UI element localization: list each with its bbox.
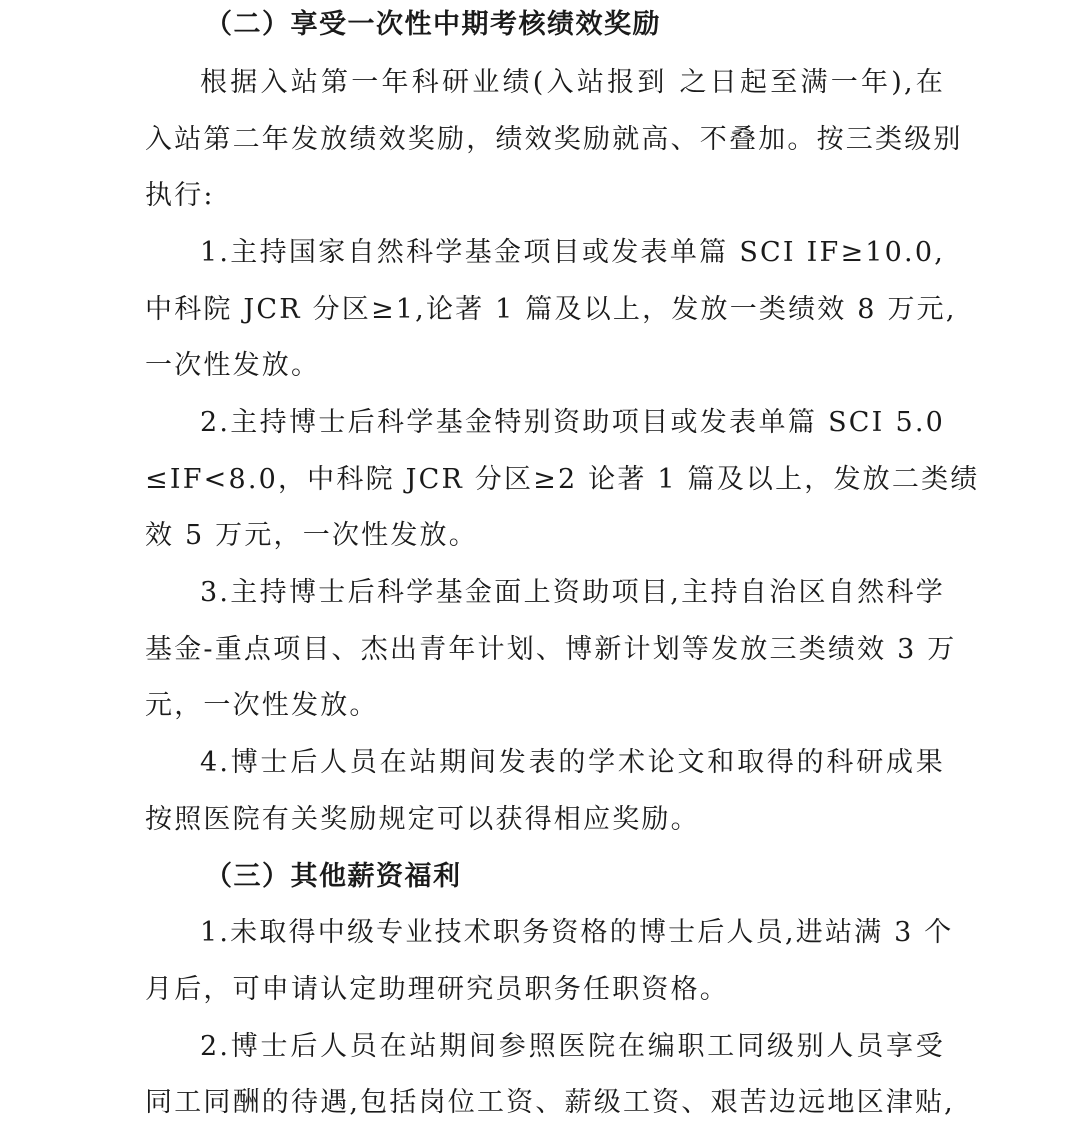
section-2-intro-line-3: 执行:: [145, 180, 215, 211]
section-3-item-1-line-1: 1.未取得中级专业技术职务资格的博士后人员,进站满 3 个: [200, 917, 954, 948]
item-2-line-2: ≤IF<8.0，中科院 JCR 分区≥2 论著 1 篇及以上，发放二类绩: [145, 464, 980, 495]
section-2-intro-line-1: 根据入站第一年科研业绩(入站报到 之日起至满一年),在: [200, 67, 945, 98]
item-2-line-3: 效 5 万元，一次性发放。: [145, 520, 478, 551]
item-1-line-3: 一次性发放。: [145, 350, 321, 381]
section-3-heading: （三）其他薪资福利: [205, 861, 462, 892]
item-3-line-1: 3.主持博士后科学基金面上资助项目,主持自治区自然科学: [200, 577, 945, 608]
item-1-line-1: 1.主持国家自然科学基金项目或发表单篇 SCI IF≥10.0,: [200, 237, 945, 268]
section-3-item-1-line-2: 月后，可申请认定助理研究员职务任职资格。: [145, 974, 729, 1005]
item-3-line-3: 元，一次性发放。: [145, 690, 379, 721]
item-4-line-2: 按照医院有关奖励规定可以获得相应奖励。: [145, 804, 700, 835]
section-3-item-2-line-1: 2.博士后人员在站期间参照医院在编职工同级别人员享受: [200, 1031, 945, 1062]
item-1-line-2: 中科院 JCR 分区≥1,论著 1 篇及以上，发放一类绩效 8 万元,: [145, 294, 957, 325]
item-4-line-1: 4.博士后人员在站期间发表的学术论文和取得的科研成果: [200, 747, 945, 778]
section-3-item-2-line-2: 同工同酬的待遇,包括岗位工资、薪级工资、艰苦边远地区津贴,: [145, 1087, 955, 1118]
section-2-heading: （二）享受一次性中期考核绩效奖励: [205, 9, 661, 40]
section-2-intro-line-2: 入站第二年发放绩效奖励，绩效奖励就高、不叠加。按三类级别: [145, 124, 963, 155]
item-3-line-2: 基金-重点项目、杰出青年计划、博新计划等发放三类绩效 3 万: [145, 634, 957, 665]
item-2-line-1: 2.主持博士后科学基金特别资助项目或发表单篇 SCI 5.0: [200, 407, 945, 438]
